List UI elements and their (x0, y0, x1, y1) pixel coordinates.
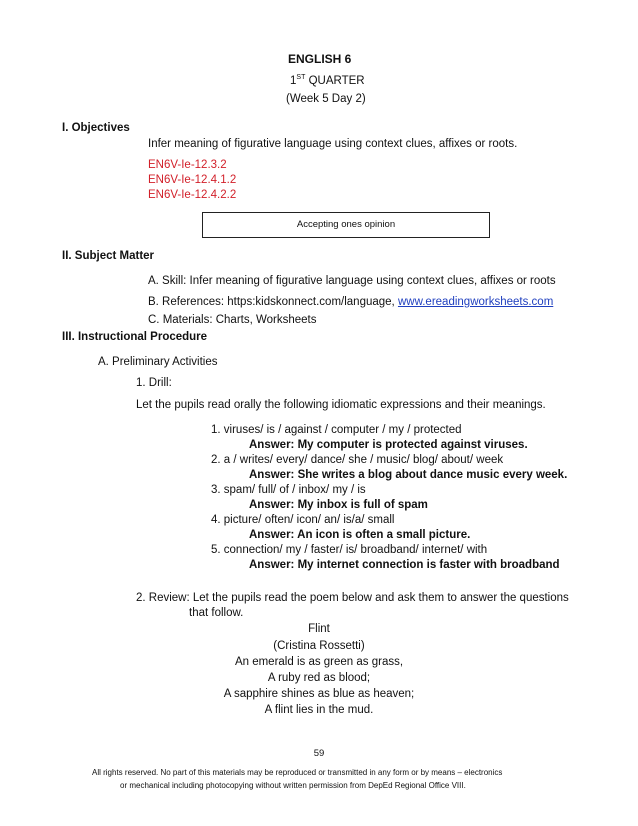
objective-code: EN6V-Ie-12.4.1.2 (148, 174, 237, 186)
drill-item: 3. spam/ full/ of / inbox/ my / is (211, 484, 366, 496)
quarter-number: 1 (290, 75, 297, 87)
drill-instruction: Let the pupils read orally the following idiomatic expressions and their meanings. (136, 399, 546, 411)
references-line (148, 296, 553, 308)
week-label: (Week 5 Day 2) (286, 93, 366, 105)
poem-line: An emerald is as green as grass, (234, 656, 404, 668)
page-title: ENGLISH 6 (288, 52, 352, 66)
footer-copyright: All rights reserved. No part of this materials may be reproduced or transmitted in any form or by means – electronics (92, 768, 503, 777)
poem-line: A sapphire shines as blue as heaven; (223, 688, 415, 700)
review-line-continued: that follow. (189, 607, 244, 619)
drill-answer: Answer: My inbox is full of spam (249, 499, 428, 511)
value-box: Accepting ones opinion (202, 212, 490, 238)
materials-line: C. Materials: Charts, Worksheets (148, 314, 317, 326)
references-link[interactable]: www.ereadingworksheets.com (397, 296, 554, 308)
drill-answer: Answer: An icon is often a small picture. (249, 529, 471, 541)
quarter-word: QUARTER (308, 75, 365, 87)
quarter-suffix: ST (296, 74, 306, 82)
objectives-heading: I. Objectives (62, 122, 130, 134)
drill-item: 1. viruses/ is / against / computer / my / protected (211, 424, 462, 436)
poem-author: (Cristina Rossetti) (273, 640, 365, 652)
footer-copyright-continued: or mechanical including photocopying without written permission from DepEd Regional Office VIII. (120, 781, 466, 790)
review-line: 2. Review: Let the pupils read the poem below and ask them to answer the questions (136, 592, 569, 604)
poem-line: A ruby red as blood; (267, 672, 371, 684)
drill-answer: Answer: My internet connection is faster with broadband (249, 559, 560, 571)
skill-line: A. Skill: Infer meaning of figurative language using context clues, affixes or roots (148, 275, 556, 287)
preliminary-activities: A. Preliminary Activities (98, 356, 218, 368)
subject-matter-heading: II. Subject Matter (62, 250, 155, 262)
procedure-heading: III. Instructional Procedure (62, 331, 208, 343)
quarter-label (290, 75, 365, 87)
drill-item: 4. picture/ often/ icon/ an/ is/a/ small (211, 514, 395, 526)
objectives-text: Infer meaning of figurative language using context clues, affixes or roots. (148, 138, 518, 150)
references-text: B. References: https:kidskonnect.com/language, (148, 296, 398, 308)
drill-answer: Answer: She writes a blog about dance music every week. (249, 469, 568, 481)
drill-label: 1. Drill: (136, 377, 172, 389)
drill-item: 5. connection/ my / faster/ is/ broadband/ internet/ with (211, 544, 488, 556)
poem-title: Flint (308, 623, 330, 635)
drill-answer: Answer: My computer is protected against viruses. (249, 439, 528, 451)
page-number: 59 (313, 748, 325, 759)
objective-code: EN6V-Ie-12.4.2.2 (148, 189, 237, 201)
objective-code: EN6V-Ie-12.3.2 (148, 159, 227, 171)
poem-line: A flint lies in the mud. (264, 704, 374, 716)
drill-item: 2. a / writes/ every/ dance/ she / music/ blog/ about/ week (211, 454, 504, 466)
